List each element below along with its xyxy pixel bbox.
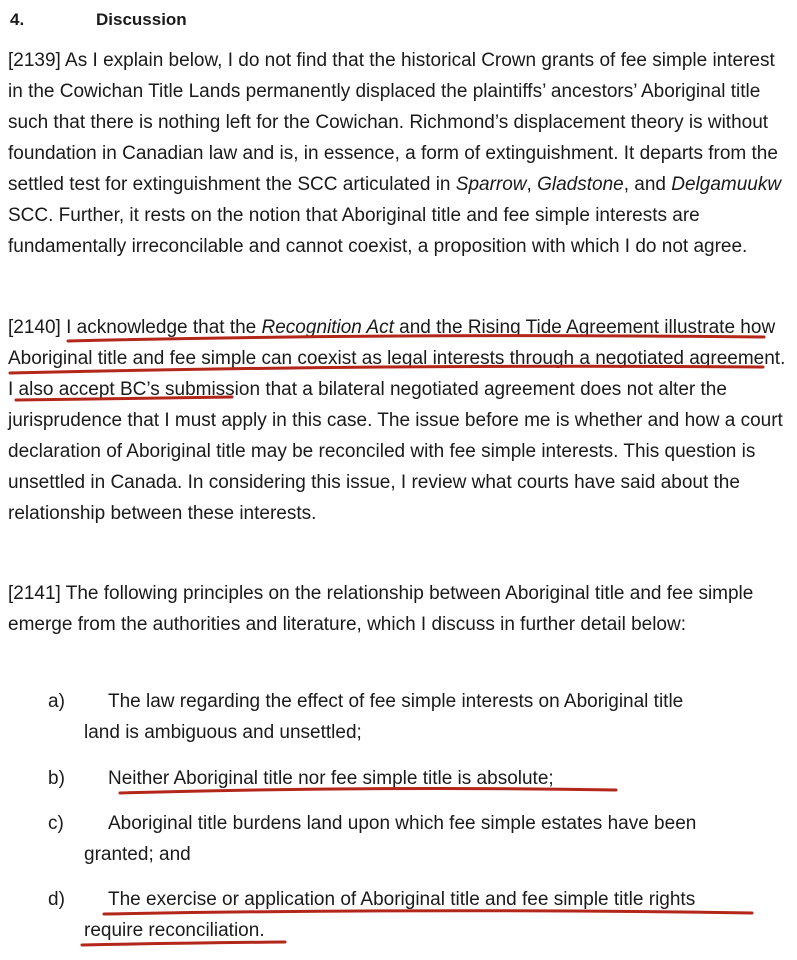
section-number: 4. bbox=[10, 10, 25, 29]
list-item-text: Neither Aboriginal title nor fee simple title is absolute; bbox=[108, 768, 554, 789]
case-name-sparrow: Sparrow bbox=[455, 174, 527, 195]
paragraph-number: [2139] bbox=[8, 50, 61, 71]
paragraph-number: [2140] bbox=[8, 317, 61, 338]
list-item-text-continued: granted; and bbox=[84, 844, 191, 865]
list-letter: a) bbox=[48, 691, 65, 712]
case-name-delgamuukw: Delgamuukw bbox=[671, 174, 782, 195]
list-letter: c) bbox=[48, 813, 64, 834]
list-item-text: The law regarding the effect of fee simple interests on Aboriginal title bbox=[108, 691, 684, 712]
paragraph-text: , bbox=[526, 174, 538, 195]
list-item-text: The exercise or application of Aboriginal title and fee simple title rights bbox=[108, 889, 696, 910]
paragraph-number: [2141] bbox=[8, 583, 61, 604]
list-item-text-continued: land is ambiguous and unsettled; bbox=[84, 722, 362, 743]
case-name-gladstone: Gladstone bbox=[537, 174, 624, 195]
list-item-c bbox=[48, 808, 783, 870]
paragraph-text: and the Rising Tide Agreement illustrate how Aboriginal title and fee simple can coexist as legal interests through a negotiated agreement. I also accept BC’s submission that a bilateral negotiated agreement does not alter the jurisprudence that I must apply in this case. The issue before me is whether and how a court declaration of Aboriginal title may be reconciled with fee simple interests. This question is unsettled in Canada. In considering this issue, I review what courts have said about the relationship between these interests. bbox=[8, 317, 786, 524]
list-item-b bbox=[48, 763, 783, 794]
paragraph-text: The following principles on the relationship between Aboriginal title and fee simple emerge from the authorities and literature, which I discuss in further detail below: bbox=[8, 583, 754, 635]
list-item-text: Aboriginal title burdens land upon which fee simple estates have been bbox=[108, 813, 697, 834]
paragraph-text: SCC. Further, it rests on the notion that Aboriginal title and fee simple interests are fundamentally irreconcilable and cannot coexist, a proposition with which I do not agree. bbox=[8, 205, 748, 257]
paragraph-2139 bbox=[8, 45, 788, 262]
list-item-a bbox=[48, 686, 783, 748]
list-item-text-continued: require reconciliation. bbox=[84, 920, 265, 941]
paragraph-2140 bbox=[8, 312, 788, 529]
section-title: Discussion bbox=[96, 10, 187, 29]
list-letter: b) bbox=[48, 768, 65, 789]
paragraph-text: , and bbox=[623, 174, 672, 195]
paragraph-text: As I explain below, I do not find that the historical Crown grants of fee simple interest in the Cowichan Title Lands permanently displaced the plaintiffs’ ancestors’ Aboriginal title such that there is nothing left for the Cowichan. Richmond’s displacement theory is without foundation in Canadian law and is, in essence, a form of extinguishment. It departs from the settled test for extinguishment the SCC articulated in bbox=[8, 50, 778, 195]
list-letter: d) bbox=[48, 889, 65, 910]
section-heading bbox=[10, 8, 187, 32]
statute-name-recognition-act: Recognition Act bbox=[261, 317, 394, 338]
paragraph-2141 bbox=[8, 578, 788, 640]
list-item-d bbox=[48, 884, 783, 946]
paragraph-text: I acknowledge that the bbox=[60, 317, 262, 338]
